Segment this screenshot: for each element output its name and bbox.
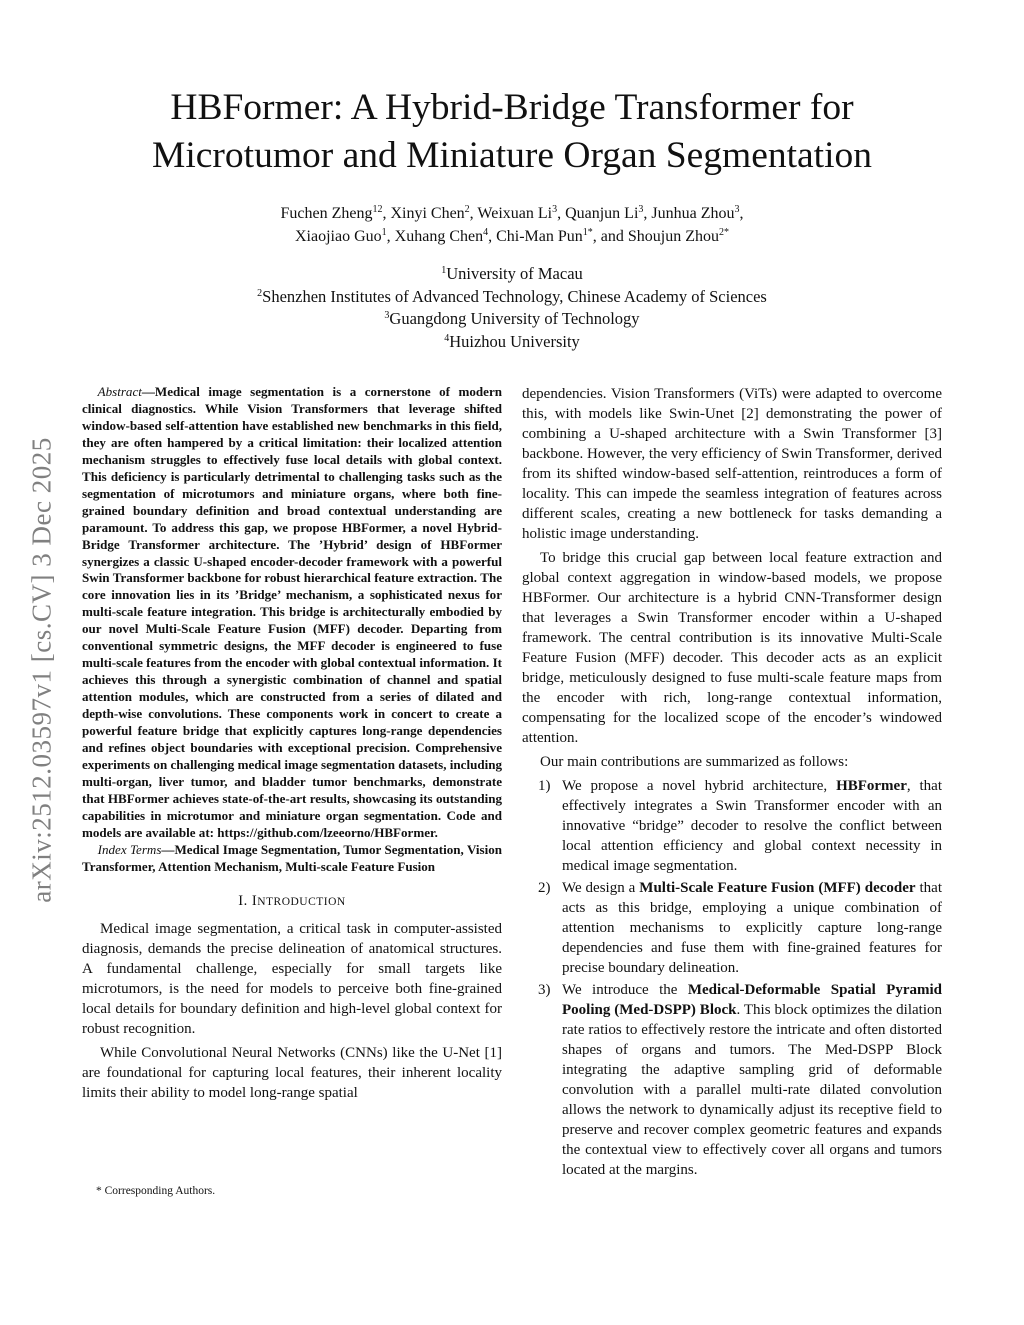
affil-sup: 3 — [384, 310, 390, 321]
list-item — [522, 878, 942, 978]
item-text: We propose a novel hybrid architecture, — [562, 778, 837, 794]
author-name: Xiaojiao Guo — [295, 228, 382, 245]
abstract — [82, 384, 502, 876]
author-sep: , — [643, 205, 652, 222]
author-affil-sup: 1 — [381, 227, 387, 238]
author-affil-sup: 3 — [638, 204, 644, 215]
footnote — [82, 1185, 215, 1197]
index-terms — [82, 842, 502, 876]
item-text: We introduce the — [562, 982, 688, 998]
author-affil-sup: 12 — [372, 204, 383, 215]
item-bold: HBFormer — [836, 778, 907, 794]
title-line-1: HBFormer: A Hybrid-Bridge Transformer for — [170, 87, 854, 128]
affiliation-item — [60, 331, 964, 354]
author-affil-sup: 3 — [734, 204, 740, 215]
title-line-2: Microtumor and Miniature Organ Segmentation — [152, 135, 872, 176]
list-item — [522, 776, 942, 876]
right-column — [522, 384, 942, 1182]
author-line-1 — [60, 202, 964, 225]
abstract-text: —Medical image segmentation is a cornerstone of modern clinical diagnostics. While Vision Transformers that leverage shifted window-based self-attention have established new benchmarks in this field, they are often hampered by a critical limitation: their localized attention mechanism struggles to effectively fuse local details with global context. This deficiency is particularly detrimental to challenging tasks such as the segmentation of microtumors and miniature organs, where both fine-grained boundary definition and broad contextual understanding are paramount. To address this gap, we propose HBFormer, a novel Hybrid-Bridge Transformer architecture. The ’Hybrid’ design of HBFormer synergizes a classic U-shaped encoder-decoder framework with a powerful Swin Transformer backbone for robust hierarchical feature extraction. The core innovation lies in its ’Bridge’ mechanism, a sophisticated nexus for multi-scale feature integration. This bridge is architecturally embodied by our novel Multi-Scale Feature Fusion (MFF) decoder. Departing from conventional symmetric designs, the MFF decoder is engineered to fuse multi-scale features from the encoder with global contextual information. It achieves this through a synergistic combination of channel and spatial attention modules, which are constructed from a series of dilated and depth-wise convolutions. These components work in concert to create a powerful feature bridge that explicitly captures long-range dependencies and refines object boundaries with exceptional precision. Comprehensive experiments on challenging medical image segmentation datasets, including multi-organ, liver tumor, and bladder tumor benchmarks, demonstrate that HBFormer achieves state-of-the-art results, showcasing its outstanding capabilities in microtumor and miniature organ segmentation. Code and models are available at: https://github.com/lzeeorno/HBFormer. — [82, 384, 502, 840]
list-item — [522, 980, 942, 1180]
intro-body-left — [82, 919, 502, 1103]
author-name: Xuhang Chen — [394, 228, 484, 245]
index-terms-label: Index Terms — [97, 841, 162, 857]
affiliation-list — [60, 263, 964, 353]
affiliation-item — [60, 263, 964, 286]
item-text: that acts as this bridge, employing a unique combination of attention mechanisms to explicitly capture long-range dependencies and fuse them with fine-grained features for precise boundary delineation. — [562, 880, 943, 976]
affil-sup: 1 — [441, 265, 447, 276]
author-name: Junhua Zhou — [651, 205, 735, 222]
author-line-2 — [60, 225, 964, 248]
left-column — [82, 384, 502, 1107]
affil-sup: 4 — [444, 332, 450, 344]
index-terms-text: —Medical Image Segmentation, Tumor Segmentation, Vision Transformer, Attention Mechanism, Multi-scale Feature Fusion — [82, 841, 502, 874]
contributions-list — [522, 776, 942, 1180]
affiliation-item — [60, 286, 964, 309]
author-affil-sup: 2* — [719, 227, 729, 238]
section-heading-introduction — [82, 893, 502, 910]
affil-name: University of Macau — [446, 264, 583, 283]
footnote-mark: * — [96, 1185, 102, 1197]
author-name: Chi-Man Pun — [496, 228, 583, 245]
section-rest-smallcaps: NTRODUCTION — [257, 895, 346, 908]
body-paragraph: While Convolutional Neural Networks (CNNs) like the U-Net [1] are foundational for capturing local features, their inherent locality limits their ability to model long-range spatial — [82, 1044, 502, 1101]
author-sep: , and — [592, 228, 628, 245]
author-affil-sup: 2 — [464, 204, 470, 215]
author-list — [60, 202, 964, 248]
author-sep: , — [488, 228, 497, 245]
author-sep: , — [557, 205, 566, 222]
affil-name: Shenzhen Institutes of Advanced Technology, Chinese Academy of Sciences — [262, 286, 767, 306]
author-name: Quanjun Li — [565, 205, 639, 222]
author-affil-sup: 3 — [552, 204, 558, 215]
author-sep: , — [382, 205, 391, 222]
author-affil-sup: 4 — [483, 227, 489, 238]
body-paragraph: Our main contributions are summarized as follows: — [540, 754, 849, 770]
list-number: 1) — [538, 778, 551, 794]
section-first-letter: I — [251, 892, 258, 909]
item-bold: Multi-Scale Feature Fusion (MFF) decoder — [639, 880, 916, 896]
list-number: 3) — [538, 982, 551, 998]
abstract-label: Abstract — [97, 384, 142, 399]
affil-name: Huizhou University — [449, 331, 580, 351]
abstract-paragraph — [82, 384, 502, 842]
footnote-text: Corresponding Authors. — [104, 1185, 216, 1197]
body-paragraph: To bridge this crucial gap between local feature extraction and global context aggregation in window-based models, we propose HBFormer. Our architecture is a hybrid CNN-Transformer design that leverages a Swin Transformer encoder within a U-shaped framework. The central contribution is its innovative Multi-Scale Feature Fusion (MFF) decoder. This decoder acts as an explicit bridge, meticulously designed to fuse multi-scale feature maps from the encoder with rich, long-range contextual information, compensating for the localized scope of the encoder’s windowed attention. — [522, 550, 942, 746]
author-name: Shoujun Zhou — [627, 228, 719, 245]
body-paragraph: dependencies. Vision Transformers (ViTs) were adapted to overcome this, with models like Swin-Unet [2] demonstrating the power of combining a U-shaped architecture with a Swin Transformer [3] backbone. However, the very efficiency of Swin Transformer, derived from its shifted window-based self-attention, reintroduces a form of locality. This can impede the seamless integration of features across different scales, creating a new bottleneck for tasks demanding a holistic image understanding. — [522, 386, 942, 542]
item-bold: Medical-Deformable Spatial Pyramid Pooling (Med-DSPP) Block — [562, 982, 942, 1018]
author-sep: , — [386, 228, 395, 245]
author-name: Xinyi Chen — [390, 205, 465, 222]
item-text: , that effectively integrates a Swin Transformer encoder with an innovative “bridge” decoder to resolve the conflict between local attention efficiency and global context necessity in medical image segmentation. — [562, 778, 942, 874]
arxiv-id: arXiv:2512.03597v1 [cs.CV] 3 Dec 2025 — [26, 437, 57, 903]
affil-name: Guangdong University of Technology — [389, 309, 640, 328]
affiliation-item — [60, 308, 964, 331]
author-sep: , — [739, 205, 744, 222]
list-number: 2) — [538, 880, 551, 896]
author-affil-sup: 1* — [582, 227, 593, 238]
affil-sup: 2 — [257, 287, 263, 299]
body-paragraph: Medical image segmentation, a critical task in computer-assisted diagnosis, demands the precise delineation of anatomical structures. A fundamental challenge, especially for small targets like microtumors, is the need for models to perceive both fine-grained local details for boundary definition and high-level global context for robust recognition. — [82, 920, 502, 1037]
section-numeral: I. — [238, 892, 252, 909]
arxiv-stamp — [22, 380, 62, 960]
item-text: We design a — [562, 880, 640, 896]
author-sep: , — [469, 205, 478, 222]
paper-title — [60, 84, 964, 180]
item-text: . This block optimizes the dilation rate ratios to effectively restore the intricate and often distorted shapes of organs and tumors. The Med-DSPP Block integrating the adaptive sampling grid of deformable convolution with a parallel multi-rate dilated convolution allows the network to dynamically adjust its receptive field to preserve and recover complex geometric features and expands the contextual view to effectively cover all organs and tumors located at the margins. — [562, 1002, 942, 1178]
author-name: Weixuan Li — [477, 205, 553, 222]
author-name: Fuchen Zheng — [280, 205, 373, 222]
